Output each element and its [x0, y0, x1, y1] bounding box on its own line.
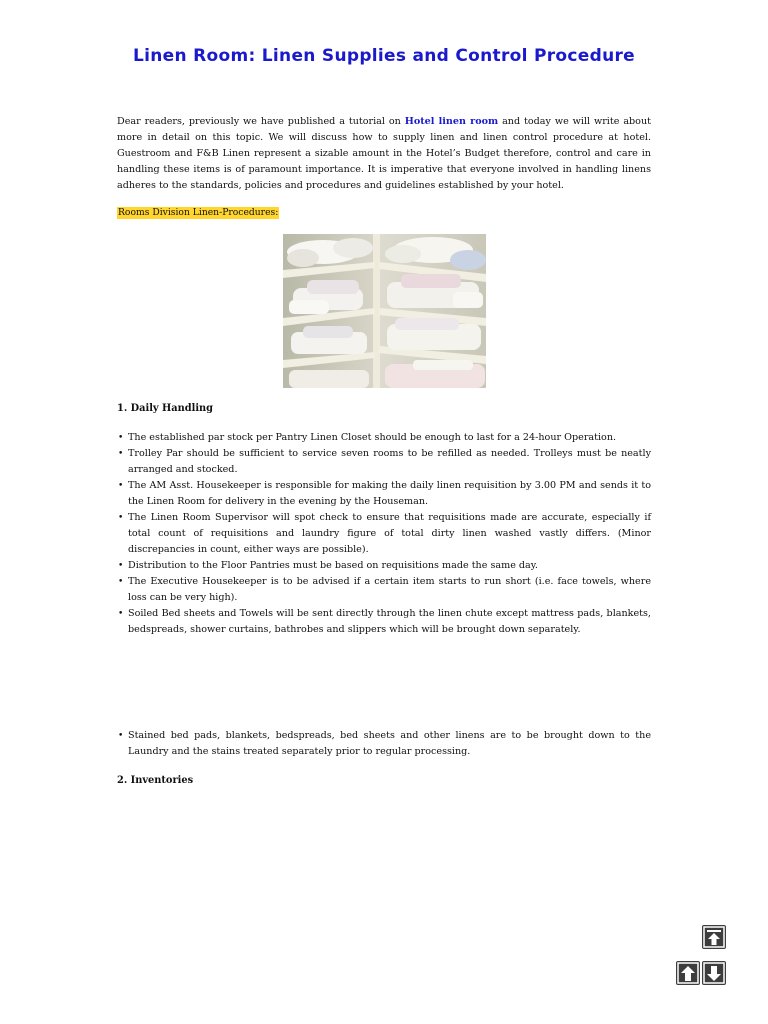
scroll-down-button[interactable]: [702, 961, 726, 985]
stained-linen-list: [117, 728, 651, 760]
scroll-to-top-icon: [702, 925, 726, 949]
intro-text-end: and today we will write about more in detail on this topic. We will discuss how to supply linen and linen control procedure at hotel. Guestroom and F&B Linen represent a sizable amount in the Hotel’s Budget therefore, control and care in handling these items is of paramount importance. It is imperative that everyone involved in handling linens adheres to the standards, policies and procedures and guidelines established by your hotel.: [117, 116, 651, 191]
scroll-up-button[interactable]: [676, 961, 700, 985]
list-item: • The Linen Room Supervisor will spot check to ensure that requisitions made are accurate, especially if total count of requisitions and laundry figure of total dirty linen washed vastly differs. (Minor discrepancies in count, either ways are possible).: [117, 510, 651, 558]
list-item: • Stained bed pads, blankets, bedspreads, bed sheets and other linens are to be brought down to the Laundry and the stains treated separately prior to regular processing.: [117, 728, 651, 760]
inventories-heading: 2. Inventories: [117, 775, 194, 786]
intro-paragraph: [117, 114, 651, 194]
list-item: • Trolley Par should be sufficient to service seven rooms to be refilled as needed. Trolleys must be neatly arranged and stocked.: [117, 446, 651, 478]
daily-handling-list: [117, 430, 651, 638]
list-item: • The AM Asst. Housekeeper is responsible for making the daily linen requisition by 3.00 PM and sends it to the Linen Room for delivery in the evening by the Houseman.: [117, 478, 651, 510]
scroll-to-top-button[interactable]: [702, 925, 726, 949]
list-item: • Soiled Bed sheets and Towels will be sent directly through the linen chute except mattress pads, blankets, bedspreads, shower curtains, bathrobes and slippers which will be brought down separately.: [117, 606, 651, 638]
daily-handling-heading: 1. Daily Handling: [117, 403, 214, 414]
arrow-down-icon: [702, 961, 726, 985]
linen-shelves-photo: [283, 234, 486, 388]
section-label: Rooms Division Linen-Procedures:: [118, 207, 279, 218]
hotel-linen-room-link[interactable]: Hotel linen room: [404, 116, 499, 127]
page-title: Linen Room: Linen Supplies and Control Procedure: [133, 46, 635, 66]
list-item: • The established par stock per Pantry Linen Closet should be enough to last for a 24-hour Operation.: [117, 430, 651, 446]
list-item: • Distribution to the Floor Pantries must be based on requisitions made the same day.: [117, 558, 651, 574]
list-item: • The Executive Housekeeper is to be advised if a certain item starts to run short (i.e. face towels, where loss can be very high).: [117, 574, 651, 606]
arrow-up-icon: [676, 961, 700, 985]
intro-text-start: Dear readers, previously we have published a tutorial on: [117, 116, 405, 127]
